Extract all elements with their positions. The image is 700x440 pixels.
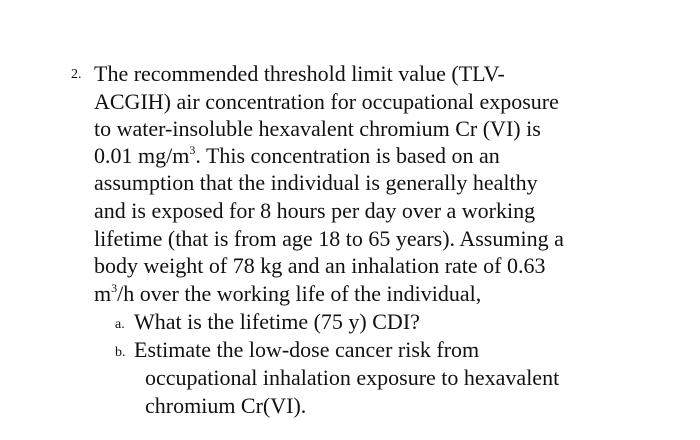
- problem-line-6: and is exposed for 8 hours per day over a working: [94, 198, 536, 223]
- part-b-label: b.: [115, 345, 126, 360]
- inhalation-unit: m: [94, 281, 112, 306]
- problem-line-1: The recommended threshold limit value (TLV-: [94, 61, 505, 86]
- superscript-3: 3: [189, 143, 196, 157]
- problem-line-9: [94, 281, 481, 307]
- part-b-line-3: chromium Cr(VI).: [145, 393, 307, 418]
- problem-line-4-rest: . This concentration is based on an: [195, 143, 500, 168]
- superscript-3: 3: [111, 281, 118, 295]
- part-b-line-2: occupational inhalation exposure to hexavalent: [145, 365, 560, 390]
- problem-line-2: ACGIH) air concentration for occupational exposure: [94, 89, 559, 114]
- concentration-value: 0.01 mg/m: [94, 143, 190, 168]
- part-a-text: What is the lifetime (75 y) CDI?: [134, 309, 420, 334]
- problem-line-7: lifetime (that is from age 18 to 65 years). Assuming a: [94, 226, 564, 251]
- problem-line-9-rest: /h over the working life of the individual,: [117, 281, 482, 306]
- problem-line-8: body weight of 78 kg and an inhalation rate of 0.63: [94, 253, 546, 278]
- problem-line-4: [94, 143, 500, 169]
- problem-line-5: assumption that the individual is generally healthy: [94, 170, 538, 195]
- part-a-label: a.: [115, 317, 125, 332]
- problem-number: 2.: [71, 67, 82, 82]
- problem-line-3: to water-insoluble hexavalent chromium Cr (VI) is: [94, 116, 541, 141]
- part-b-line-1: Estimate the low-dose cancer risk from: [134, 337, 480, 362]
